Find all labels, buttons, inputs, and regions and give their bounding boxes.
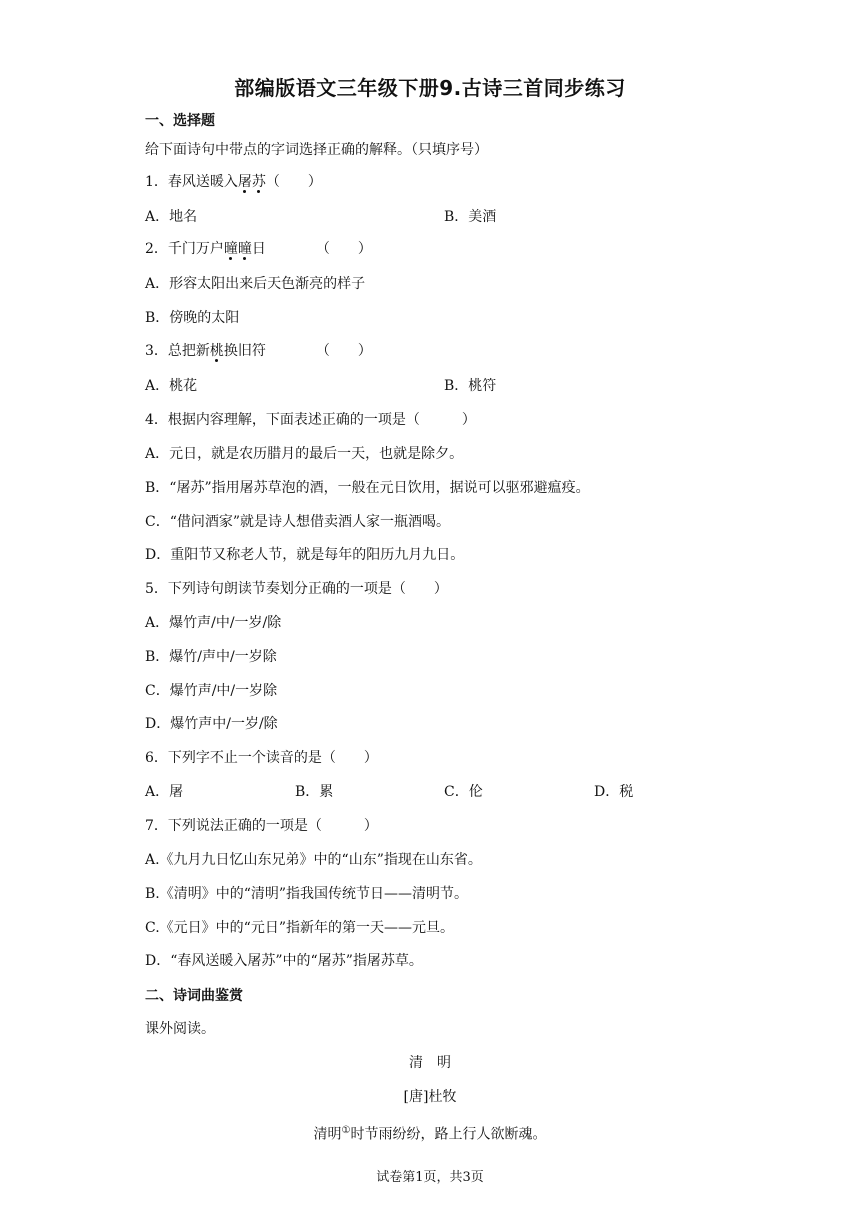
dotted-char: 曈 [237, 241, 252, 257]
question-5-option-d: D．爆竹声中/一岁/除 [145, 716, 278, 732]
question-1-stem: 1．春风送暖入 [145, 174, 238, 190]
poem-title: 清 明 [409, 1055, 451, 1071]
answer-blank: （ ） [315, 241, 372, 257]
poem-line-1 [0, 1121, 860, 1145]
question-1 [145, 172, 322, 192]
page-footer: 试卷第1页，共3页 [376, 1170, 484, 1185]
question-3 [145, 341, 372, 361]
question-4-option-c: C．“借问酒家”就是诗人想借卖酒人家一瓶酒喝。 [145, 514, 451, 530]
question-7-option-d: D．“春风送暖入屠苏”中的“屠苏”指屠苏草。 [145, 953, 423, 969]
question-5-option-b: B．爆竹/声中/一岁除 [145, 649, 277, 665]
question-2-option-a: A．形容太阳出来后天色渐亮的样子 [145, 276, 366, 292]
question-7-option-c: C.《元日》中的“元日”指新年的第一天——元旦。 [145, 920, 454, 936]
dotted-char: 苏 [251, 174, 266, 190]
question-4-option-a: A．元日，就是农历腊月的最后一天，也就是除夕。 [145, 446, 464, 462]
question-7-option-b: B.《清明》中的“清明”指我国传统节日——清明节。 [145, 886, 469, 902]
dotted-char: 曈 [223, 241, 238, 257]
question-3-stem: 3．总把新 [145, 343, 210, 359]
question-2-stem-end: 日 [251, 241, 266, 257]
question-2-option-b: B．傍晚的太阳 [145, 310, 240, 326]
question-5-option-c: C．爆竹声/中/一岁除 [145, 683, 278, 699]
section-instruction: 给下面诗句中带点的字词选择正确的解释。（只填序号） [145, 142, 488, 158]
question-7-stem: 7．下列说法正确的一项是（ ） [145, 818, 378, 834]
poem-line-1-start: 清明 [313, 1126, 342, 1143]
question-6-option-d: D．税 [594, 784, 634, 800]
question-3-stem-end: 换旧符 [223, 343, 266, 359]
question-3-option-b: B．桃符 [444, 378, 497, 394]
question-4-stem: 4．根据内容理解，下面表述正确的一项是（ ） [145, 412, 476, 428]
section-heading-choice: 一、选择题 [145, 113, 215, 129]
question-4-option-b: B．“屠苏”指用屠苏草泡的酒，一般在元日饮用，据说可以驱邪避瘟疫。 [145, 480, 590, 496]
dotted-char: 桃 [209, 343, 224, 359]
answer-blank: （ ） [315, 343, 372, 359]
question-1-option-b: B．美酒 [444, 209, 497, 225]
question-5-stem: 5．下列诗句朗读节奏划分正确的一项是（ ） [145, 581, 448, 597]
section-heading-poetry: 二、诗词曲鉴赏 [145, 988, 243, 1004]
question-6-option-b: B．累 [295, 784, 334, 800]
page-title: 部编版语文三年级下册9.古诗三首同步练习 [234, 76, 626, 100]
question-7-option-a: A.《九月九日忆山东兄弟》中的“山东”指现在山东省。 [145, 852, 482, 868]
answer-blank: （ ） [265, 174, 322, 190]
poem-line-1-end: 时节雨纷纷，路上行人欲断魂。 [350, 1126, 547, 1143]
question-1-option-a: A．地名 [145, 209, 198, 225]
question-6-option-a: A．屠 [145, 784, 184, 800]
question-3-option-a: A．桃花 [145, 378, 198, 394]
section-instruction: 课外阅读。 [145, 1021, 215, 1037]
question-2 [145, 239, 372, 259]
question-5-option-a: A．爆竹声/中/一岁/除 [145, 615, 282, 631]
question-6-option-c: C．伦 [444, 784, 483, 800]
poem-author: [唐]杜牧 [403, 1089, 457, 1105]
question-6-stem: 6．下列字不止一个读音的是（ ） [145, 750, 378, 766]
question-4-option-d: D．重阳节又称老人节，就是每年的阳历九月九日。 [145, 547, 465, 563]
dotted-char: 屠 [237, 174, 252, 190]
footnote-marker: ① [341, 1125, 351, 1136]
question-2-stem: 2．千门万户 [145, 241, 224, 257]
